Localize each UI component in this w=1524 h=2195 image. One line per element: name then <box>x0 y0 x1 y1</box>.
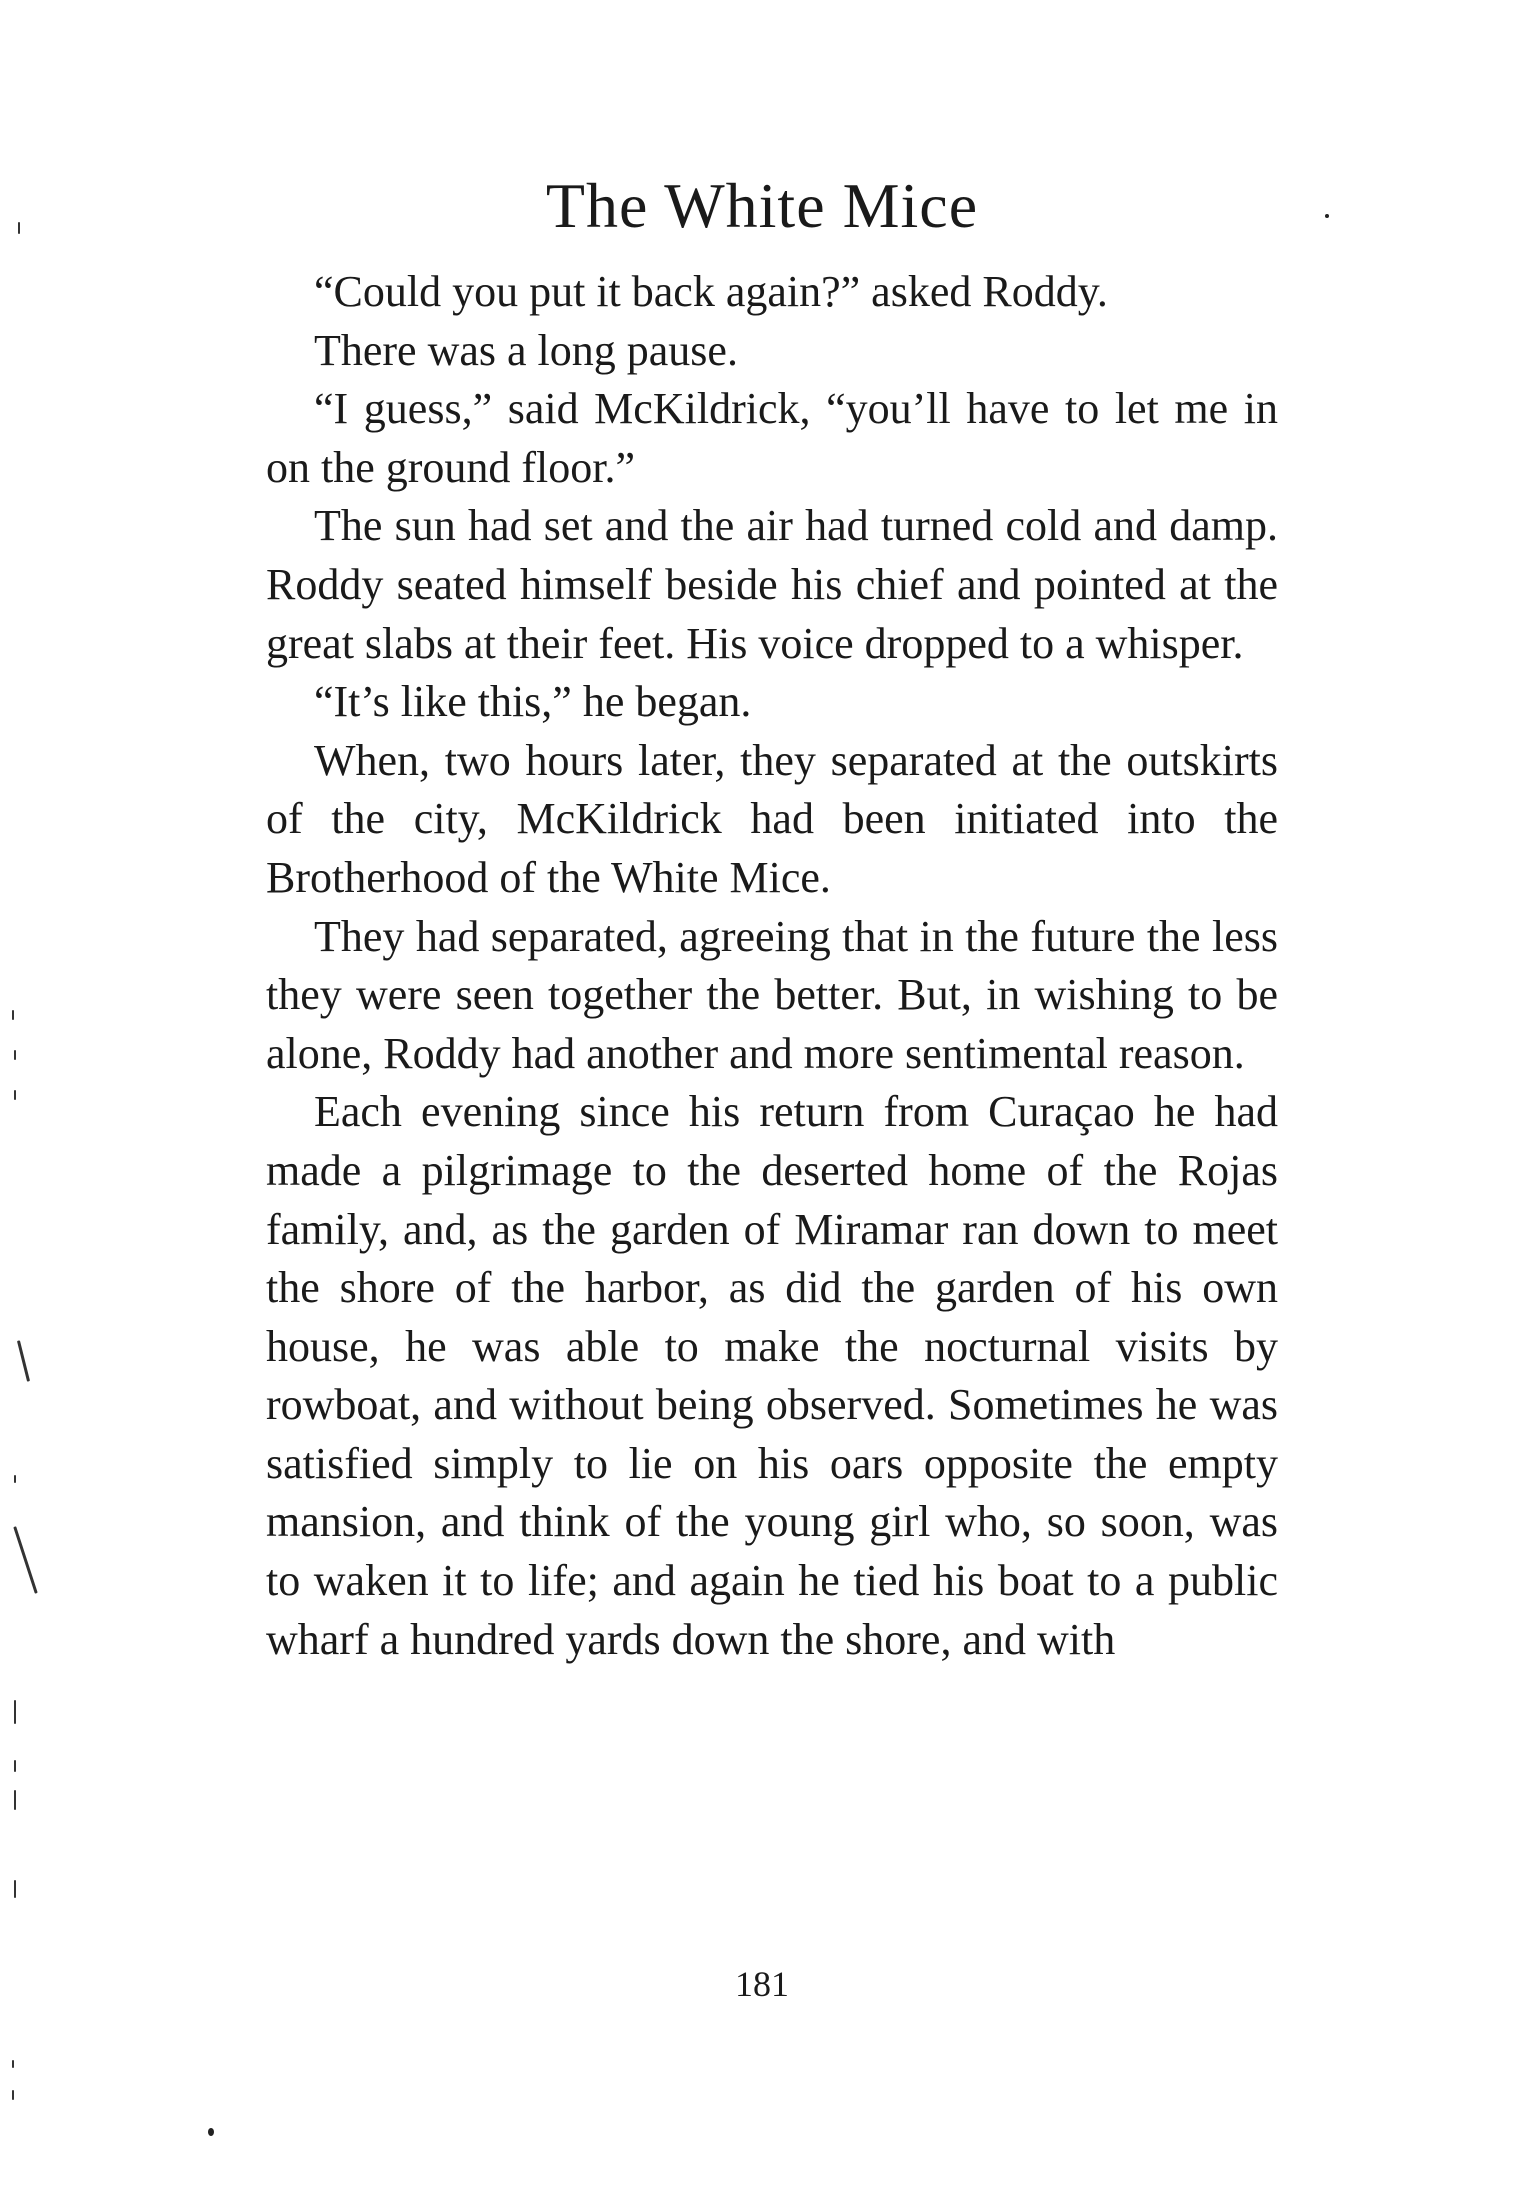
scan-artifact <box>12 2060 14 2068</box>
paragraph: The sun had set and the air had turned cold and damp. Roddy seated himself beside his chief and pointed at the great slabs at their feet. His voice dropped to a whisper. <box>266 501 1278 668</box>
page-number: 181 <box>735 1964 789 2004</box>
scan-artifact <box>17 1340 30 1381</box>
paragraph: “Could you put it back again?” asked Roddy. <box>314 267 1108 316</box>
paragraph: Each evening since his return from Curaçao he had made a pilgrimage to the deserted home of the Rojas family, and, as the garden of Miramar ran down to meet the shore of the harbor, as did the garden of his own house, he was able to make the nocturnal visits by rowboat, and without being observed. Sometimes he was satisfied simply to lie on his oars opposite the empty mansion, and think of the young girl who, so soon, was to waken it to life; and again he tied his boat to a public wharf a hundred yards down the shore, and with <box>266 1087 1278 1664</box>
paragraph: When, two hours later, they separated at the outskirts of the city, McKildrick had been initiated into the Brotherhood of the White Mice. <box>266 735 1278 902</box>
scan-artifact <box>18 222 20 234</box>
scan-artifact <box>14 1050 16 1060</box>
scan-artifact <box>208 2128 214 2136</box>
scan-artifact <box>14 1880 16 1898</box>
scan-artifact <box>14 1090 16 1100</box>
scan-artifact <box>12 1010 14 1020</box>
scan-artifact <box>14 1790 16 1810</box>
paragraph: They had separated, agreeing that in the future the less they were seen together the better. But, in wishing to be alone, Roddy had another and more sentimental reason. <box>266 911 1278 1078</box>
scan-artifact <box>14 1760 16 1772</box>
scan-artifact <box>1325 214 1329 218</box>
paragraph: “I guess,” said McKildrick, “you’ll have to let me in on the ground floor.” <box>266 384 1278 492</box>
scan-artifact <box>13 1526 37 1594</box>
paragraph: There was a long pause. <box>314 325 738 375</box>
scan-artifact <box>12 2090 14 2100</box>
paragraph: “It’s like this,” he began. <box>314 677 752 727</box>
body-text <box>266 263 1278 1669</box>
running-head: The White Mice <box>545 170 979 241</box>
scan-artifact <box>14 1475 16 1483</box>
scan-artifact <box>14 1700 16 1724</box>
